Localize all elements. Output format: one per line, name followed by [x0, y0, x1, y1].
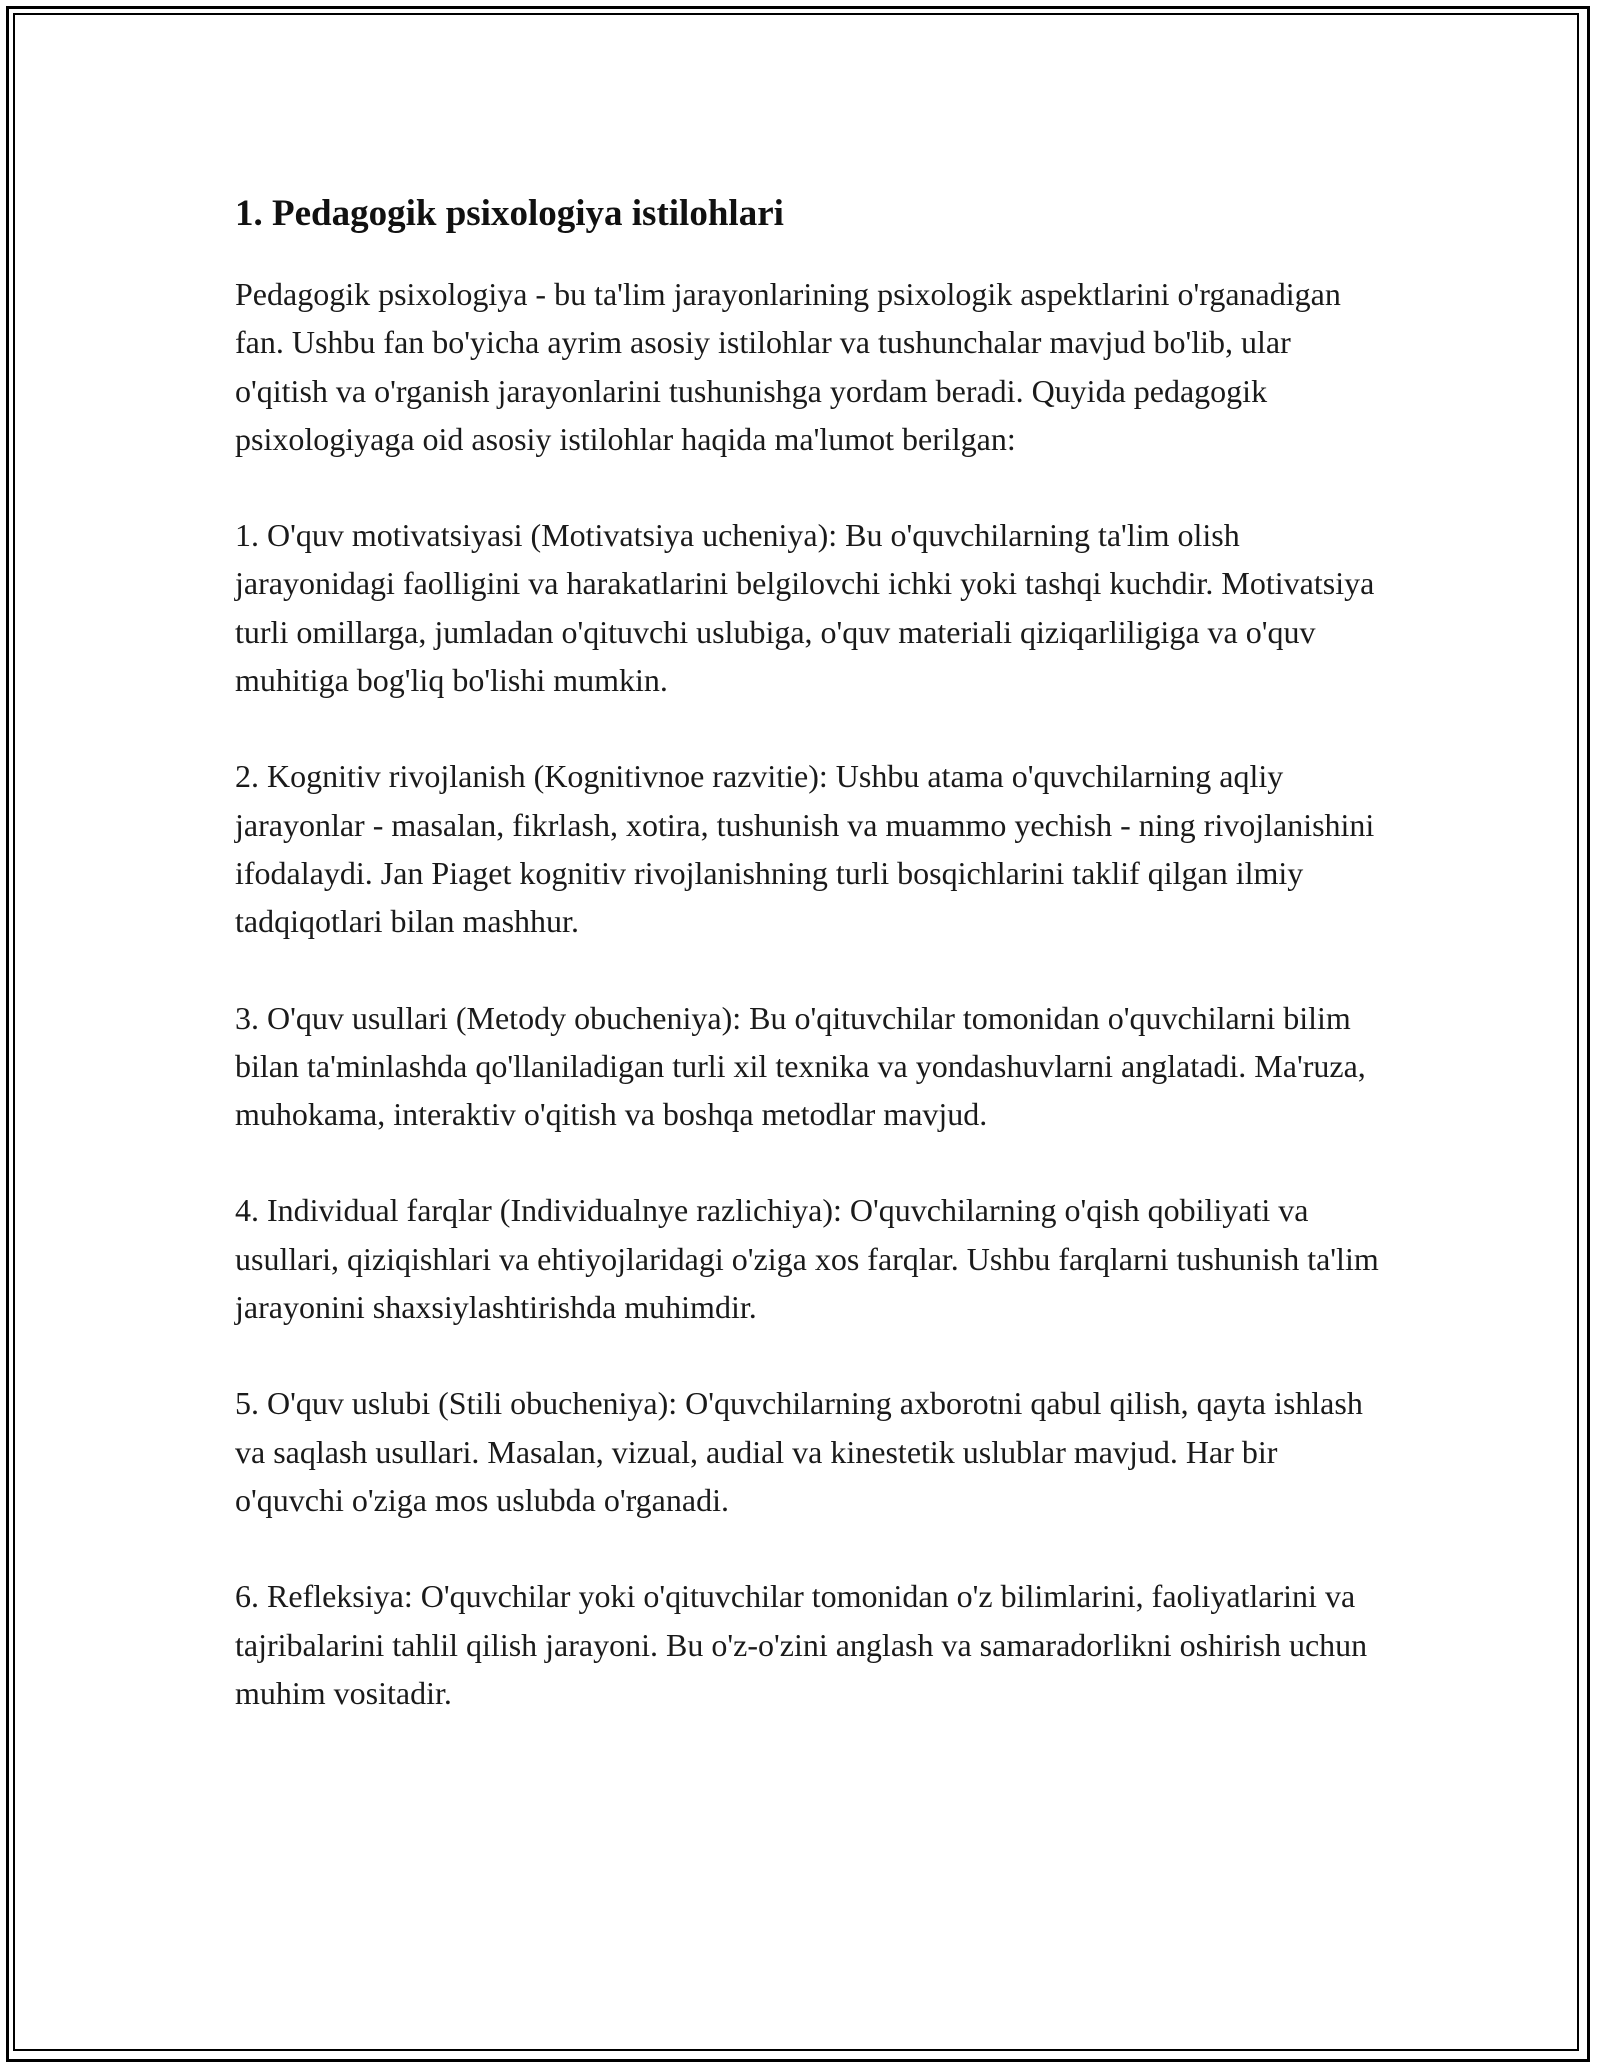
term-item-cognitive-development: 2. Kognitiv rivojlanish (Kognitivnoe razvitie): Ushbu atama o'quvchilarning aqliy jarayonlar - masalan, fikrlash, xotira, tushunish va muammo yechish - ning rivojlanishini ifodalaydi. Jan Piaget kognitiv rivojlanishning turli bosqichlarini taklif qilgan ilmiy tadqiqotlari bilan mashhur. [235, 758, 1375, 940]
document-title: 1. Pedagogik psixologiya istilohlari [235, 193, 784, 234]
term-item-reflection: 6. Refleksiya: O'quvchilar yoki o'qituvchilar tomonidan o'z bilimlarini, faoliyatlarini va tajribalarini tahlil qilish jarayoni. Bu o'z-o'zini anglash va samaradorlikni oshirish uchun muhim vositadir. [235, 1578, 1368, 1711]
intro-paragraph: Pedagogik psixologiya - bu ta'lim jarayonlarining psixologik aspektlarini o'rganadigan fan. Ushbu fan bo'yicha ayrim asosiy istilohlar va tushunchalar mavjud bo'lib, ular o'qitish va o'rganish jarayonlarini tushunishga yordam beradi. Quyida pedagogik psixologiyaga oid asosiy istilohlar haqida ma'lumot berilgan: [235, 276, 1341, 457]
term-item-teaching-methods: 3. O'quv usullari (Metody obucheniya): Bu o'qituvchilar tomonidan o'quvchilarni bilim bilan ta'minlashda qo'llaniladigan turli xil texnika va yondashuvlarni anglatadi. Ma'ruza, muhokama, interaktiv o'qitish va boshqa metodlar mavjud. [235, 999, 1366, 1133]
term-item-individual-differences: 4. Individual farqlar (Individualnye razlichiya): O'quvchilarning o'qish qobiliyati va usullari, qiziqishlari va ehtiyojlaridagi o'ziga xos farqlar. Ushbu farqlarni tushunish ta'lim jarayonini shaxsiylashtirishda muhimdir. [235, 1192, 1379, 1326]
term-item-learning-style: 5. O'quv uslubi (Stili obucheniya): O'quvchilarning axborotni qabul qilish, qayta ishlash va saqlash usullari. Masalan, vizual, audial va kinestetik uslublar mavjud. Har bir o'quvchi o'ziga mos uslubda o'rganadi. [235, 1385, 1363, 1518]
document-body [235, 183, 1385, 1765]
term-item-motivation: 1. O'quv motivatsiyasi (Motivatsiya ucheniya): Bu o'quvchilarning ta'lim olish jarayonidagi faolligini va harakatlarini belgilovchi ichki yoki tashqi kuchdir. Motivatsiya turli omillarga, jumladan o'qituvchi uslubiga, o'quv materiali qiziqarliligiga va o'quv muhitiga bog'liq bo'lishi mumkin. [235, 517, 1375, 699]
